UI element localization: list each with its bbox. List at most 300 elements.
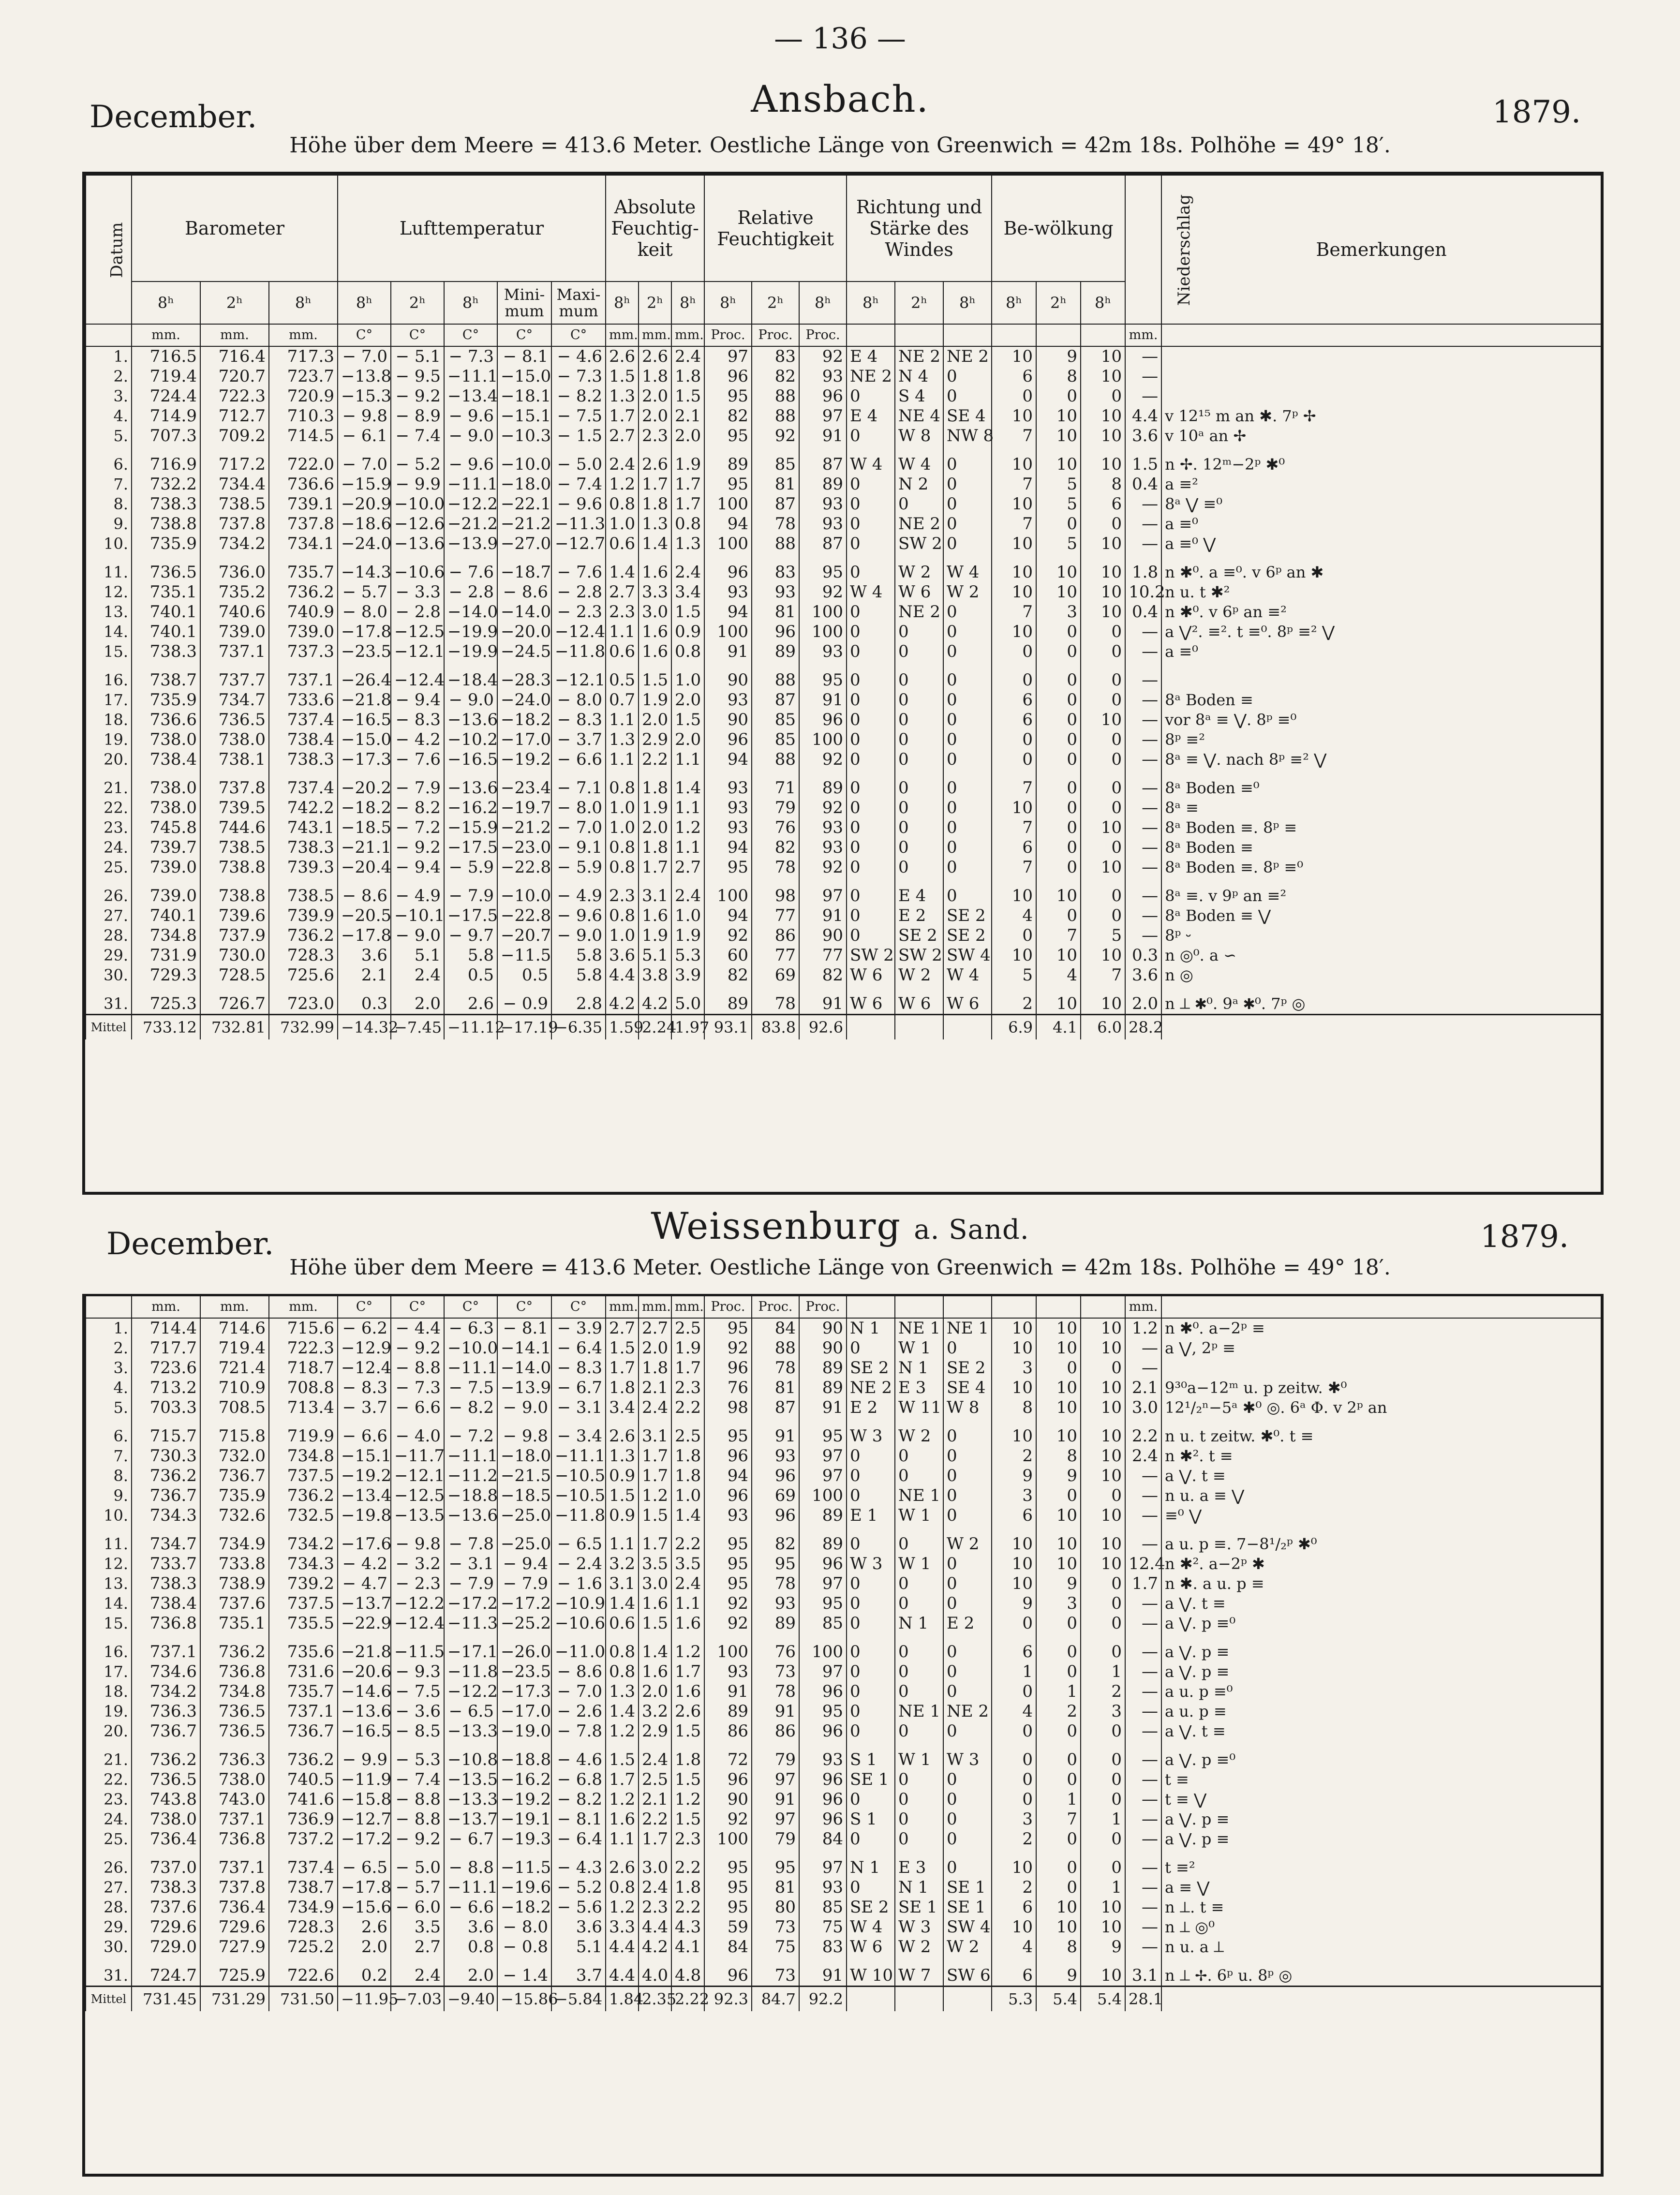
data-cell: 0 [847,1446,895,1466]
table-row [86,386,1601,406]
data-cell: 1.7 [639,1446,671,1466]
data-cell: W 6 [895,582,943,602]
data-cell: 2 [992,1878,1036,1898]
table-row [86,426,1601,446]
data-cell: −19.7 [497,798,551,818]
data-cell: 739.6 [200,906,269,926]
data-cell: 24. [86,1809,132,1829]
data-cell: − 8.0 [551,690,606,710]
data-cell: 71 [752,778,799,798]
table-row [86,622,1601,642]
data-cell: 96 [704,1486,752,1506]
data-cell: 7 [1036,1809,1081,1829]
minimum-header: Mini-mum [497,282,551,324]
mean-cell: 731.29 [200,1987,269,2012]
data-cell: 0 [943,1721,992,1741]
data-cell: 91 [799,690,847,710]
data-cell: −18.7 [497,563,551,582]
data-cell: 3 [1036,1594,1081,1614]
data-cell: E 4 [847,406,895,426]
data-cell: 92 [799,750,847,770]
data-cell: SW 4 [943,946,992,965]
data-cell: 736.5 [200,1702,269,1721]
data-cell: 7. [86,1446,132,1466]
data-cell: 731.6 [269,1662,338,1682]
remark-cell: a ≡ ⋁ [1161,1878,1601,1898]
data-cell: −22.8 [497,858,551,877]
data-cell: 0 [895,670,943,690]
data-cell: −14.0 [497,1358,551,1378]
data-cell: −11.8 [551,642,606,662]
table-row [86,455,1601,475]
data-cell: 2.2 [671,1898,704,1917]
data-cell: 73 [752,1662,799,1682]
data-cell: − 4.0 [391,1426,444,1446]
data-cell: SE 4 [943,1378,992,1398]
data-cell: 1.9 [639,926,671,946]
remark-cell: n u. t ✱² [1161,582,1601,602]
unit-label [895,324,943,346]
data-cell: 737.1 [200,1858,269,1878]
data-cell: — [1125,1878,1161,1898]
data-cell: −15.0 [338,730,391,750]
data-cell: 25. [86,1829,132,1849]
table-row [86,582,1601,602]
data-cell: 2.4 [671,886,704,906]
data-cell: −11.0 [551,1642,606,1662]
data-cell: 736.8 [200,1829,269,1849]
data-cell: 736.5 [132,563,200,582]
data-cell: 0 [1081,1829,1125,1849]
remark-cell: a ⋁². ≡². t ≡⁰. 8ᵖ ≡² ⋁ [1161,622,1601,642]
data-cell: −18.6 [338,514,391,534]
data-cell: 95 [752,1858,799,1878]
table-row [86,926,1601,946]
data-cell: − 1.5 [551,426,606,446]
mean-cell: Mittel [86,1987,132,2012]
data-cell: 1.8 [1125,563,1161,582]
data-cell: 95 [704,1554,752,1574]
data-cell: 22. [86,798,132,818]
data-cell: 82 [752,838,799,858]
unit-label: mm. [1125,324,1161,346]
data-cell: W 4 [943,563,992,582]
data-cell: 714.6 [200,1318,269,1338]
data-cell: − 7.0 [338,346,391,367]
data-cell: 729.6 [132,1917,200,1937]
data-cell: 10 [1036,886,1081,906]
data-cell: 91 [799,994,847,1015]
data-cell: — [1125,670,1161,690]
data-cell: W 2 [895,965,943,985]
data-cell: 2.2 [1125,1426,1161,1446]
mean-cell: 84.7 [752,1987,799,2012]
data-cell: 739.0 [132,886,200,906]
remark-cell: a ⋁. p ≡⁰ [1161,1750,1601,1770]
data-cell: − 7.9 [444,886,497,906]
data-cell: 1.8 [639,838,671,858]
data-cell: 2.0 [671,426,704,446]
hour-header: 2ʰ [639,282,671,324]
data-cell: 738.3 [132,1878,200,1898]
data-cell: 1 [1036,1790,1081,1809]
data-cell: −18.5 [338,818,391,838]
data-cell: −28.3 [497,670,551,690]
data-cell: 0 [943,1594,992,1614]
data-cell: −17.0 [497,730,551,750]
mean-cell: 28.2 [1125,1015,1161,1040]
data-cell: −10.2 [444,730,497,750]
data-cell: 0 [847,622,895,642]
data-cell: −27.0 [497,534,551,554]
remark-cell: ≡⁰ ⋁ [1161,1506,1601,1526]
data-cell: 745.8 [132,818,200,838]
data-cell: 713.4 [269,1398,338,1418]
unit-label: Proc. [752,324,799,346]
data-cell: W 3 [847,1426,895,1446]
data-cell: −16.5 [338,1721,391,1741]
data-cell: 714.9 [132,406,200,426]
data-cell: 0 [895,1466,943,1486]
remark-cell: n ⟂ ✢. 6ᵖ u. 8ᵖ ◎ [1161,1966,1601,1987]
table-row [86,1898,1601,1917]
data-cell: 97 [704,346,752,367]
data-cell: − 6.3 [444,1318,497,1338]
data-cell: 10 [992,1378,1036,1398]
data-cell: 0 [1036,798,1081,818]
data-cell: − 8.0 [497,1917,551,1937]
data-cell: 0 [895,1574,943,1594]
data-cell: 3.1 [1125,1966,1161,1987]
data-cell: 9. [86,514,132,534]
data-cell: 1.6 [639,642,671,662]
data-cell: E 4 [895,886,943,906]
data-cell: 719.4 [132,367,200,386]
data-cell: 0 [1081,1721,1125,1741]
data-cell: 16. [86,670,132,690]
data-cell: 725.6 [269,965,338,985]
data-cell: 2.4 [391,1966,444,1987]
data-cell: 87 [752,1398,799,1418]
data-cell: 10 [1036,1426,1081,1446]
data-cell: −21.2 [497,818,551,838]
data-cell: 1.5 [671,386,704,406]
data-cell: 718.7 [269,1358,338,1378]
mean-cell [847,1015,895,1040]
station-name: Weissenburg [651,1204,902,1247]
mean-cell: 2.22 [671,1987,704,2012]
data-cell: 737.4 [269,1858,338,1878]
data-cell: 727.9 [200,1937,269,1957]
data-cell: 2.6 [338,1917,391,1937]
data-cell: − 9.0 [497,1398,551,1418]
data-cell: − 8.8 [391,1809,444,1829]
data-cell: 10 [1081,994,1125,1015]
data-cell: 0 [1081,1770,1125,1790]
data-cell: 10 [1081,1378,1125,1398]
mean-cell: −15.86 [497,1987,551,2012]
data-cell: 6 [992,838,1036,858]
data-cell: 1.5 [606,1338,639,1358]
data-cell: − 9.6 [444,406,497,426]
data-cell: 0 [992,386,1036,406]
data-cell: 9 [992,1466,1036,1486]
unit-label [895,1296,943,1318]
data-cell: 89 [704,994,752,1015]
station-name: Ansbach. [751,77,929,120]
data-cell: −10.8 [444,1750,497,1770]
data-cell: 0 [847,858,895,877]
data-cell: 736.7 [132,1721,200,1741]
data-cell: 3. [86,386,132,406]
data-cell: 710.9 [200,1378,269,1398]
data-cell: W 2 [895,1937,943,1957]
data-cell: 100 [704,534,752,554]
data-cell: −13.6 [338,1702,391,1721]
station-info: Höhe über dem Meere = 413.6 Meter. Oestliche Länge von Greenwich = 42m 18s. Polhöhe = 49° 18′. [289,133,1391,158]
data-cell: 737.1 [200,1809,269,1829]
data-cell: 0 [1036,1770,1081,1790]
unit-label: C° [497,1296,551,1318]
table-row [86,1721,1601,1741]
data-cell: 2 [992,994,1036,1015]
data-cell: 90 [704,670,752,690]
data-cell: 0 [943,798,992,818]
data-cell: −17.1 [444,1642,497,1662]
data-cell: W 6 [847,1937,895,1957]
data-cell: 10 [1036,1554,1081,1574]
data-cell: 94 [704,750,752,770]
data-cell: − 8.8 [391,1358,444,1378]
data-cell: — [1125,1358,1161,1378]
data-cell: 3.3 [606,1917,639,1937]
data-cell: 736.2 [132,1750,200,1770]
data-cell: 3.7 [551,1966,606,1987]
data-cell: − 7.5 [551,406,606,426]
unit-label: C° [391,324,444,346]
data-cell: − 3.6 [391,1702,444,1721]
data-cell: − 8.3 [551,710,606,730]
data-cell: −11.1 [444,1446,497,1466]
data-cell: 0 [847,1829,895,1849]
mean-cell [943,1015,992,1040]
data-cell: 89 [799,778,847,798]
data-cell: 10. [86,534,132,554]
data-cell: 76 [752,1642,799,1662]
data-cell: 1.5 [671,1770,704,1790]
data-cell: − 7.5 [391,1682,444,1702]
data-cell: 0 [943,838,992,858]
data-cell: 738.4 [132,750,200,770]
data-cell: 1.3 [671,534,704,554]
data-cell: 1.6 [639,622,671,642]
data-cell: −15.8 [338,1790,391,1809]
data-cell: 6 [992,1506,1036,1526]
data-cell: 0 [847,838,895,858]
table-row [86,858,1601,877]
data-cell: 94 [704,602,752,622]
data-cell: 0.4 [1125,602,1161,622]
data-cell: 1.0 [606,514,639,534]
data-cell: 93 [704,798,752,818]
data-cell: 740.6 [200,602,269,622]
data-cell: 1.6 [639,563,671,582]
data-cell: 734.3 [269,1554,338,1574]
data-cell: — [1125,622,1161,642]
data-cell: 1.1 [671,750,704,770]
data-cell: 1.6 [671,1682,704,1702]
data-cell: −11.1 [444,1358,497,1378]
table-row [86,1378,1601,1398]
data-cell: 736.3 [132,1702,200,1721]
data-cell: 0 [1036,690,1081,710]
data-cell: 716.4 [200,346,269,367]
data-cell: 9 [1036,346,1081,367]
data-cell: 1.3 [606,1682,639,1702]
data-cell: 0 [847,386,895,406]
data-cell: 710.3 [269,406,338,426]
data-cell: −18.5 [497,1486,551,1506]
data-cell: 3.5 [639,1554,671,1574]
data-cell: 0.8 [606,906,639,926]
data-cell: −20.2 [338,778,391,798]
data-cell: − 8.3 [391,710,444,730]
data-cell: 96 [704,367,752,386]
data-cell: −14.0 [444,602,497,622]
data-cell: 0 [992,1721,1036,1741]
data-cell: 0 [895,1770,943,1790]
hour-header: 8ʰ [606,282,639,324]
data-cell: − 8.3 [338,1378,391,1398]
data-cell: 1. [86,1318,132,1338]
data-cell: 0 [847,1702,895,1721]
data-cell: 91 [752,1426,799,1446]
data-cell: 0 [943,886,992,906]
data-cell: −23.0 [497,838,551,858]
data-cell: − 7.6 [551,563,606,582]
data-cell: 0.6 [606,1614,639,1633]
data-cell: 0 [1036,642,1081,662]
data-cell: 10 [1036,994,1081,1015]
data-cell: 93 [704,1662,752,1682]
remark-cell: n ✱². t ≡ [1161,1446,1601,1466]
data-cell: SW 2 [847,946,895,965]
data-cell: 1.2 [606,1721,639,1741]
data-cell: 10 [1036,455,1081,475]
remark-cell: a ⋁. p ≡ [1161,1662,1601,1682]
data-cell: −13.9 [497,1378,551,1398]
data-cell: −18.8 [497,1750,551,1770]
data-cell: 0 [895,858,943,877]
data-cell: 79 [752,798,799,818]
data-cell: 740.1 [132,906,200,926]
data-cell: 2 [992,1829,1036,1849]
data-cell: − 2.4 [551,1554,606,1574]
data-cell: −11.2 [444,1466,497,1486]
data-cell: −13.9 [444,534,497,554]
data-cell: 10 [992,455,1036,475]
table-row [86,1338,1601,1358]
data-cell: 0 [1036,838,1081,858]
data-cell: 0 [1081,1614,1125,1633]
data-cell: 0.3 [1125,946,1161,965]
table-row [86,514,1601,534]
data-cell: 720.9 [269,386,338,406]
data-cell: 0.8 [606,1642,639,1662]
data-cell: 3 [992,1358,1036,1378]
data-cell: 91 [752,1702,799,1721]
data-cell: −12.4 [551,622,606,642]
data-cell: W 7 [895,1966,943,1987]
data-cell: − 4.6 [551,346,606,367]
data-cell: −14.6 [338,1682,391,1702]
mean-cell: 2.35 [639,1987,671,2012]
data-cell: NE 2 [895,602,943,622]
data-cell: 92 [704,1594,752,1614]
data-cell: −18.0 [497,1446,551,1466]
data-cell: 94 [704,838,752,858]
data-cell: 2.4 [671,563,704,582]
data-cell: −19.2 [338,1466,391,1486]
data-cell: 89 [799,1378,847,1398]
data-cell: 0.8 [606,778,639,798]
data-cell: 2.6 [639,346,671,367]
data-cell: 0 [1081,1358,1125,1378]
data-cell: 737.2 [269,1829,338,1849]
data-cell: 10 [992,798,1036,818]
data-cell: W 1 [895,1554,943,1574]
data-cell: 723.7 [269,367,338,386]
data-cell: 98 [752,886,799,906]
data-cell: — [1125,1770,1161,1790]
data-cell: 0 [1036,514,1081,534]
data-cell: −10.0 [497,886,551,906]
data-cell: − 2.3 [391,1574,444,1594]
data-cell: SE 1 [943,1878,992,1898]
data-cell: 1.0 [606,818,639,838]
data-cell: 2 [992,1446,1036,1466]
data-cell: 23. [86,1790,132,1809]
data-cell: 0 [895,1534,943,1554]
data-cell: − 5.6 [551,1898,606,1917]
unit-label: mm. [671,1296,704,1318]
data-cell: −17.6 [338,1534,391,1554]
data-cell: 8. [86,1466,132,1486]
table-row [86,1574,1601,1594]
data-cell: −13.4 [338,1486,391,1506]
data-cell: 737.1 [200,642,269,662]
data-cell: 10 [1081,1466,1125,1486]
data-cell: 736.5 [132,1770,200,1790]
data-cell: − 5.2 [391,455,444,475]
page-number: — 136 — [774,22,906,56]
data-cell: 2.3 [639,1898,671,1917]
data-cell: −11.3 [551,514,606,534]
mean-cell: 93.1 [704,1015,752,1040]
data-cell: 10 [1081,1534,1125,1554]
data-cell: 1.1 [606,622,639,642]
data-cell: 0 [895,1662,943,1682]
data-cell: − 9.4 [391,858,444,877]
mean-row [86,1987,1601,2012]
data-cell: 0 [1081,906,1125,926]
data-cell: −11.5 [497,1858,551,1878]
data-cell: 737.8 [269,514,338,534]
data-cell: 86 [704,1721,752,1741]
data-cell: 709.2 [200,426,269,446]
table-row [86,563,1601,582]
data-cell: 29. [86,946,132,965]
